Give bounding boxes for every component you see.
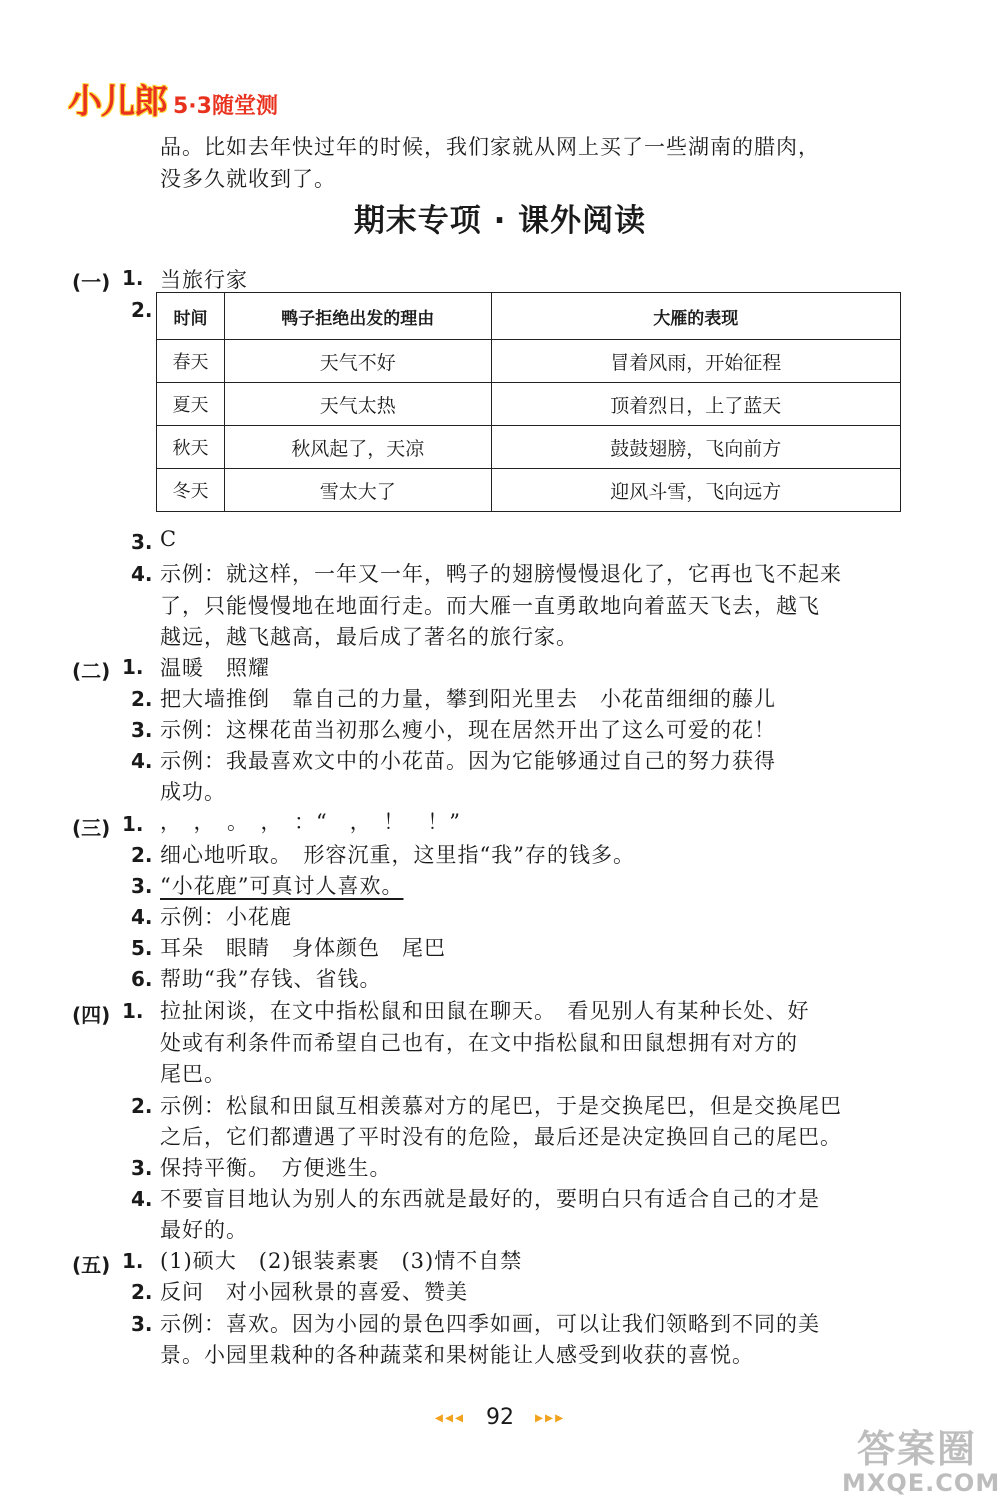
s3-q2-answer: 细心地听取。 形容沉重，这里指“我”存的钱多。 xyxy=(160,843,635,867)
s5-q2-number: 2. xyxy=(131,1280,153,1304)
s4-q1-line-2: 处或有利条件而希望自己也有，在文中指松鼠和田鼠想拥有对方的 xyxy=(160,1031,798,1055)
s3-q1-answer: ， ， 。 ， ：“ ， ！ ！” xyxy=(160,810,461,834)
s2-q3-answer: 示例：这棵花苗当初那么瘦小，现在居然开出了这么可爱的花！ xyxy=(160,718,776,742)
table-cell: 夏天 xyxy=(157,383,225,426)
watermark-logo xyxy=(842,1418,1000,1497)
s2-q3-number: 3. xyxy=(131,718,153,742)
s4-q1-line-1: 拉扯闲谈，在文中指松鼠和田鼠在聊天。 看见别人有某种长处、好 xyxy=(160,999,810,1023)
s3-q5-number: 5. xyxy=(131,936,153,960)
table-cell: 秋天 xyxy=(157,426,225,469)
section-1-label: (一) xyxy=(72,270,111,294)
table-cell: 冒着风雨，开始征程 xyxy=(491,340,900,383)
s4-q2-line-2: 之后，它们都遭遇了平时没有的危险，最后还是决定换回自己的尾巴。 xyxy=(160,1125,842,1149)
logo-sub-text: 5·3随堂测 xyxy=(173,94,278,119)
s1-q3-answer: C xyxy=(160,527,178,551)
section-3-label: (三) xyxy=(72,816,111,840)
s1-q4-line-2: 了，只能慢慢地在地面行走。而大雁一直勇敢地向着蓝天飞去，越飞 xyxy=(160,594,820,618)
s2-q4-line-1: 示例：我最喜欢文中的小花苗。因为它能够通过自己的努力获得 xyxy=(160,749,776,773)
watermark-sub-text: MXQE.COM xyxy=(842,1469,1000,1497)
s1-q1-number: 1. xyxy=(122,266,144,290)
table-row xyxy=(157,340,901,383)
s3-q2-number: 2. xyxy=(131,843,153,867)
section-4-label: (四) xyxy=(72,1003,111,1027)
table-row xyxy=(157,426,901,469)
s2-q4-number: 4. xyxy=(131,749,153,773)
s3-q6-answer: 帮助“我”存钱、省钱。 xyxy=(160,967,382,991)
s2-q1-answer: 温暖 照耀 xyxy=(160,656,270,680)
table-header-reason: 鸭子拒绝出发的理由 xyxy=(224,293,491,340)
s3-q4-number: 4. xyxy=(131,905,153,929)
table-header-goose: 大雁的表现 xyxy=(491,293,900,340)
s1-q4-line-3: 越远，越飞越高，最后成了著名的旅行家。 xyxy=(160,625,578,649)
answer-table xyxy=(156,292,901,512)
s4-q1-number: 1. xyxy=(122,999,144,1023)
s3-q3-number: 3. xyxy=(131,874,153,898)
s5-q3-line-2: 景。小园里栽种的各种蔬菜和果树能让人感受到收获的喜悦。 xyxy=(160,1343,754,1367)
table-row xyxy=(157,469,901,512)
s4-q3-answer: 保持平衡。 方便逃生。 xyxy=(160,1156,392,1180)
watermark-main-text: 答案圈 xyxy=(856,1427,977,1471)
table-cell: 天气太热 xyxy=(224,383,491,426)
s1-q4-number: 4. xyxy=(131,562,153,586)
s2-q2-number: 2. xyxy=(131,687,153,711)
s4-q2-line-1: 示例：松鼠和田鼠互相羡慕对方的尾巴，于是交换尾巴，但是交换尾巴 xyxy=(160,1094,842,1118)
table-header-row xyxy=(157,293,901,340)
page-number: 92 xyxy=(486,1404,514,1430)
section-2-label: (二) xyxy=(72,659,111,683)
s1-q3-number: 3. xyxy=(131,530,153,554)
table-cell: 迎风斗雪，飞向远方 xyxy=(491,469,900,512)
section-5-label: (五) xyxy=(72,1253,111,1277)
right-arrows-icon: ▸▸▸ xyxy=(535,1407,566,1427)
s3-q3-answer: “小花鹿”可真讨人喜欢。 xyxy=(160,874,404,898)
s5-q3-number: 3. xyxy=(131,1312,153,1336)
table-cell: 天气不好 xyxy=(224,340,491,383)
s4-q2-number: 2. xyxy=(131,1094,153,1118)
table-cell: 秋风起了，天凉 xyxy=(224,426,491,469)
s3-q6-number: 6. xyxy=(131,967,153,991)
s5-q2-answer: 反问 对小园秋景的喜爱、赞美 xyxy=(160,1280,468,1304)
intro-line-2: 没多久就收到了。 xyxy=(160,167,336,191)
page-title: 期末专项 · 课外阅读 xyxy=(353,203,647,239)
s1-q4-line-1: 示例：就这样，一年又一年，鸭子的翅膀慢慢退化了，它再也飞不起来 xyxy=(160,562,842,586)
s5-q1-number: 1. xyxy=(122,1249,144,1273)
table-cell: 雪太大了 xyxy=(224,469,491,512)
table-cell: 鼓鼓翅膀，飞向前方 xyxy=(491,426,900,469)
s4-q4-number: 4. xyxy=(131,1187,153,1211)
table-cell: 顶着烈日，上了蓝天 xyxy=(491,383,900,426)
intro-line-1: 品。比如去年快过年的时候，我们家就从网上买了一些湖南的腊肉， xyxy=(160,135,820,159)
s3-q1-number: 1. xyxy=(122,812,144,836)
table-row xyxy=(157,383,901,426)
s3-q5-answer: 耳朵 眼睛 身体颜色 尾巴 xyxy=(160,936,446,960)
table-cell: 冬天 xyxy=(157,469,225,512)
s5-q3-line-1: 示例：喜欢。因为小园的景色四季如画，可以让我们领略到不同的美 xyxy=(160,1312,820,1336)
s4-q3-number: 3. xyxy=(131,1156,153,1180)
table-cell: 春天 xyxy=(157,340,225,383)
s2-q1-number: 1. xyxy=(122,655,144,679)
brand-logo xyxy=(68,74,278,123)
s4-q4-line-1: 不要盲目地认为别人的东西就是最好的，要明白只有适合自己的才是 xyxy=(160,1187,820,1211)
left-arrows-icon: ◂◂◂ xyxy=(434,1407,465,1427)
s5-q1-answer: (1)硕大 (2)银装素裹 (3)情不自禁 xyxy=(160,1249,523,1273)
s1-q2-number: 2. xyxy=(131,298,153,322)
s1-q1-answer: 当旅行家 xyxy=(160,268,248,292)
s3-q4-answer: 示例：小花鹿 xyxy=(160,905,292,929)
s2-q4-line-2: 成功。 xyxy=(160,780,226,804)
logo-main-text: 小儿郎 xyxy=(68,82,167,122)
table-header-time: 时间 xyxy=(157,293,225,340)
s2-q2-answer: 把大墙推倒 靠自己的力量，攀到阳光里去 小花苗细细的藤儿 xyxy=(160,687,776,711)
s4-q4-line-2: 最好的。 xyxy=(160,1218,248,1242)
s4-q1-line-3: 尾巴。 xyxy=(160,1062,226,1086)
